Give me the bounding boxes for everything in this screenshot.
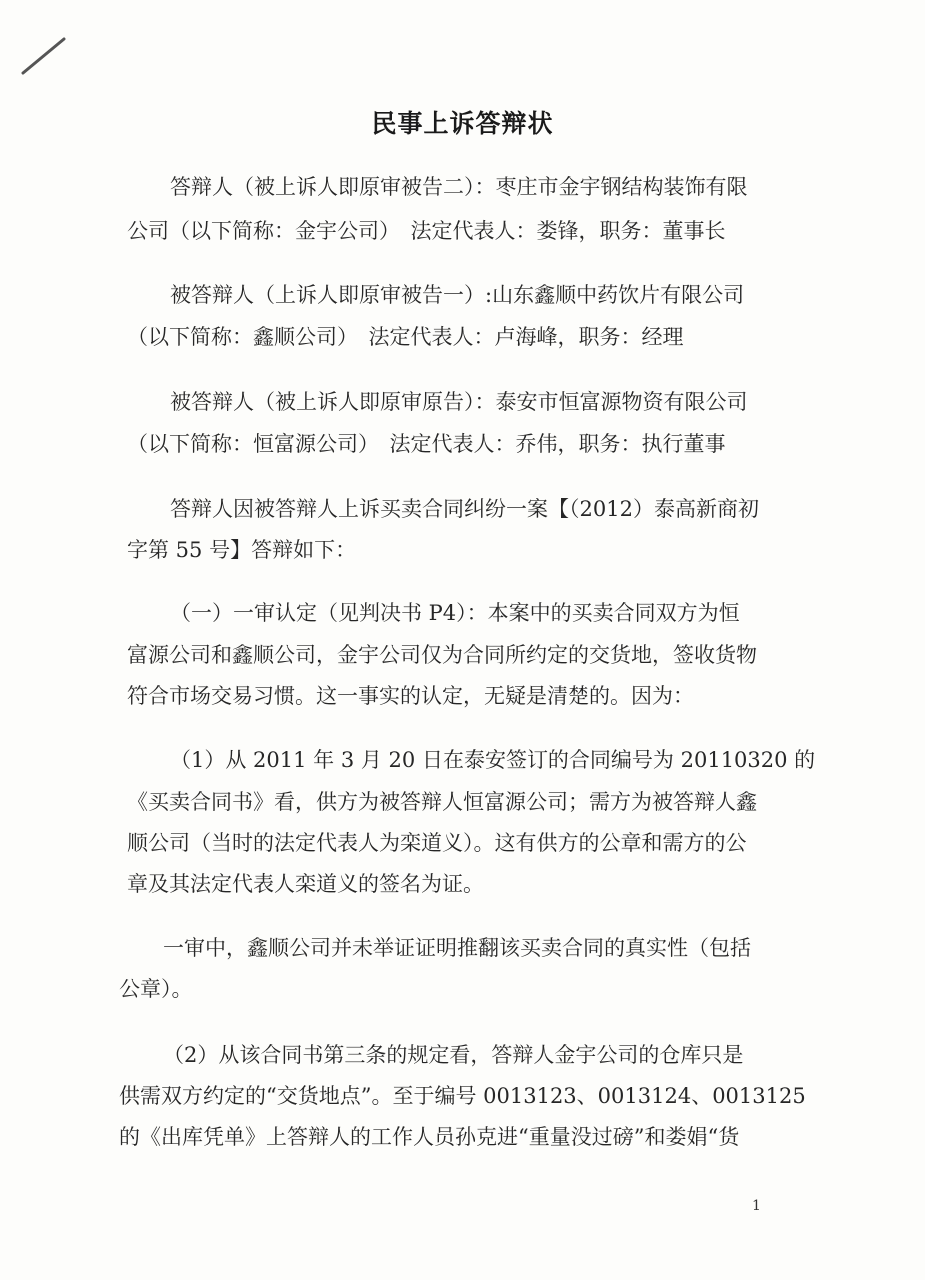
first-instance-line-1: 一审中，鑫顺公司并未举证证明推翻该买卖合同的真实性（包括 xyxy=(163,936,751,960)
intro-line-1: 答辩人因被答辩人上诉买卖合同纠纷一案【（2012）泰高新商初 xyxy=(170,497,759,521)
point1-line-2: 富源公司和鑫顺公司，金宇公司仅为合同所约定的交货地，签收货物 xyxy=(127,643,757,667)
appellant-line-1: 被答辩人（上诉人即原审被告一）:山东鑫顺中药饮片有限公司 xyxy=(170,283,745,307)
respondent-line-2: 公司（以下简称：金宇公司） 法定代表人：娄锋，职务：董事长 xyxy=(127,219,726,243)
plaintiff-line-2: （以下简称：恒富源公司） 法定代表人：乔伟，职务：执行董事 xyxy=(127,432,726,456)
point1-line-1: （一）一审认定（见判决书 P4）：本案中的买卖合同双方为恒 xyxy=(170,601,740,625)
plaintiff-line-1: 被答辩人（被上诉人即原审原告）：泰安市恒富源物资有限公司 xyxy=(170,390,748,414)
item2-line-2: 供需双方约定的“交货地点”。至于编号 0013123、0013124、0013125 xyxy=(119,1084,806,1108)
respondent-line-1: 答辩人（被上诉人即原审被告二）：枣庄市金宇钢结构装饰有限 xyxy=(170,175,748,199)
document-title: 民事上诉答辩状 xyxy=(371,109,554,138)
appellant-line-2: （以下简称：鑫顺公司） 法定代表人：卢海峰，职务：经理 xyxy=(127,325,684,349)
point1-line-3: 符合市场交易习惯。这一事实的认定，无疑是清楚的。因为： xyxy=(127,684,694,708)
item1-line-1: （1）从 2011 年 3 月 20 日在泰安签订的合同编号为 20110320 的 xyxy=(170,748,816,772)
intro-line-2: 字第 55 号】答辩如下： xyxy=(127,538,357,562)
item2-line-3: 的《出库凭单》上答辩人的工作人员孙克进“重量没过磅”和娄娟“货 xyxy=(119,1125,740,1149)
item1-line-3: 顺公司（当时的法定代表人为栾道义）。这有供方的公章和需方的公 xyxy=(127,831,747,855)
scan-pen-mark xyxy=(20,36,68,76)
first-instance-line-2: 公章）。 xyxy=(119,977,193,1001)
item1-line-2: 《买卖合同书》看，供方为被答辩人恒富源公司；需方为被答辩人鑫 xyxy=(127,790,757,814)
item2-line-1: （2）从该合同书第三条的规定看，答辩人金宇公司的仓库只是 xyxy=(163,1043,744,1067)
page-number: 1 xyxy=(752,1198,761,1214)
item1-line-4: 章及其法定代表人栾道义的签名为证。 xyxy=(127,872,484,896)
